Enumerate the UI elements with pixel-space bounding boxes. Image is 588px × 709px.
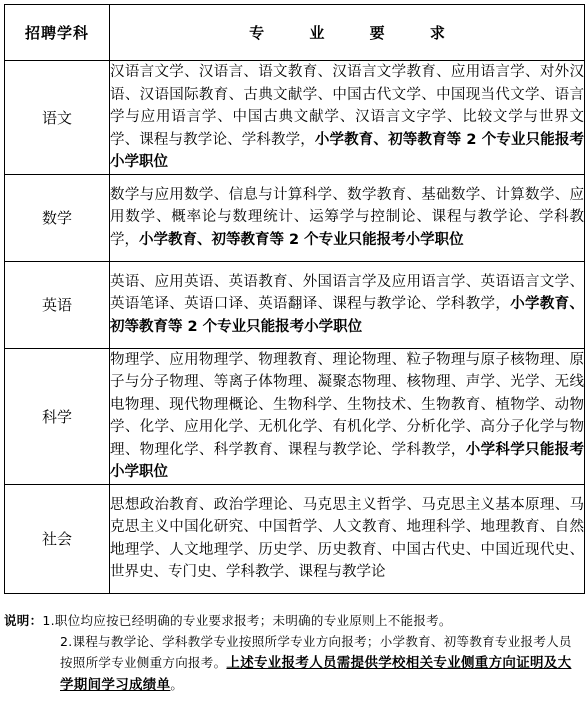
subject-cell: 语文 (5, 61, 110, 175)
table-row (5, 484, 585, 593)
restriction-text: 小学教育、初等教育等 2 个专业只能报考小学职位 (139, 231, 464, 248)
subject-cell: 科学 (5, 348, 110, 484)
subject-cell: 社会 (5, 484, 110, 593)
majors-cell (110, 174, 585, 261)
majors-text: 物理学、应用物理学、物理教育、理论物理、粒子物理与原子核物理、原子与分子物理、等离子体物理、凝聚态物理、核物理、声学、光学、无线电物理、现代物理概论、生物科学、生物技术、生物教育、植物学、动物学、化学、应用化学、无机化学、有机化学、分析化学、高分子化学与物理、物理化学、科学教育、课程与教学论、学科教学， (110, 351, 584, 458)
table-row (5, 174, 585, 261)
notes-label: 说明： (4, 612, 43, 628)
note-2-emphasis: 上述专业报考人员需提供学校相关专业侧重方向证明及大学期间学习成绩单 (60, 654, 572, 693)
note-item-2 (4, 631, 584, 696)
restriction-text: 小学教育、初等教育等 2 个专业只能报考小学职位 (110, 131, 585, 170)
majors-text: 思想政治教育、政治学理论、马克思主义哲学、马克思主义基本原理、马克思主义中国化研究、中国哲学、人文教育、地理科学、地理教育、自然地理学、人文地理学、历史学、历史教育、中国古代史、中国近现代史、世界史、专门史、学科教学、课程与教学论 (110, 496, 584, 580)
majors-cell (110, 484, 585, 593)
majors-cell (110, 261, 585, 348)
table-row (5, 348, 585, 484)
requirements-table (4, 4, 585, 594)
header-subject: 招聘学科 (5, 5, 110, 61)
table-row (5, 61, 585, 175)
note-2-end: 。 (170, 676, 184, 692)
subject-cell: 数学 (5, 174, 110, 261)
document (4, 4, 584, 696)
majors-cell (110, 61, 585, 175)
majors-text: 英语、应用英语、英语教育、外国语言学及应用语言学、英语语言文学、英语笔译、英语口译、英语翻译、课程与教学论、学科教学， (110, 273, 584, 313)
subject-cell: 英语 (5, 261, 110, 348)
majors-text: 数学与应用数学、信息与计算科学、数学教育、基础数学、计算数学、应用数学、概率论与数理统计、运筹学与控制论、课程与教学论、学科教学， (110, 186, 584, 248)
restriction-text: 小学教育、初等教育等 2 个专业只能报考小学职位 (110, 296, 585, 335)
majors-cell (110, 348, 585, 484)
note-2-text: 2.课程与教学论、学科教学专业按照所学专业方向报考；小学教育、初等教育专业报考人员按照所学专业侧重方向报考。 (60, 633, 572, 670)
table-header-row (5, 5, 585, 61)
header-requirements: 专 业 要 求 (110, 5, 585, 61)
restriction-text: 小学科学只能报考小学职位 (110, 441, 585, 480)
notes-section (4, 610, 584, 696)
table-row (5, 261, 585, 348)
note-1-text: 1.职位均应按已经明确的专业要求报考；未明确的专业原则上不能报考。 (42, 612, 452, 628)
note-item-1 (4, 610, 584, 631)
majors-text: 汉语言文学、汉语言、语文教育、汉语言文学教育、应用语言学、对外汉语、汉语国际教育、古典文献学、中国古代文学、中国现当代文学、语言学与应用语言学、中国古典文献学、汉语言文字学、比较文学与世界文学、课程与教学论、学科教学， (110, 64, 584, 148)
